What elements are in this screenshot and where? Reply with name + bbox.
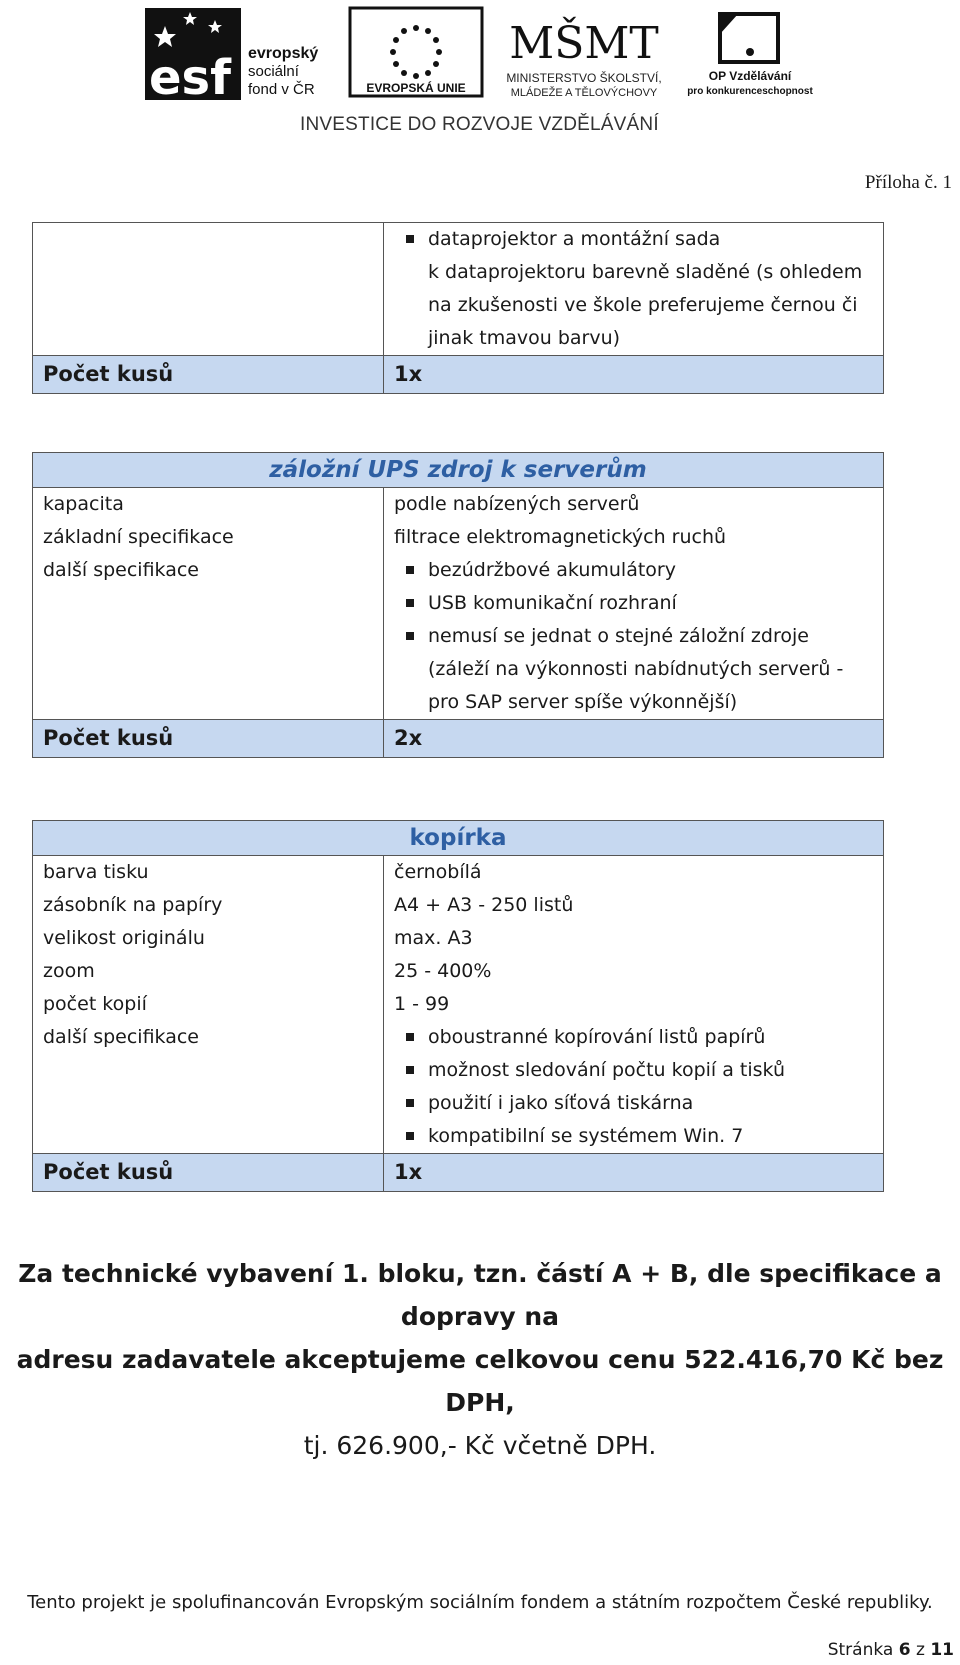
footer-note: Tento projekt je spolufinancován Evropským sociálním fondem a státním rozpočtem České republiky. — [27, 1592, 933, 1613]
list-item: bezúdržbové akumulátory — [404, 554, 873, 587]
svg-text:MINISTERSTVO ŠKOLSTVÍ,: MINISTERSTVO ŠKOLSTVÍ, — [506, 71, 662, 85]
table-row: zoom 25 - 400% — [33, 955, 884, 988]
op-logo — [680, 6, 820, 106]
table-row: barva tisku černobílá — [33, 856, 884, 890]
esf-logo-graphic — [145, 6, 330, 106]
op-logo-graphic — [680, 6, 820, 106]
svg-text:OP Vzdělávání: OP Vzdělávání — [708, 69, 792, 83]
count-value: 1x — [384, 1154, 884, 1192]
page-number: Stránka 6 z 11 — [827, 1640, 954, 1660]
copier-table — [32, 820, 884, 1192]
eu-logo — [348, 6, 488, 106]
table-row: kapacita podle nabízených serverů — [33, 488, 884, 522]
svg-text:evropský: evropský — [248, 45, 319, 62]
table-title: záložní UPS zdroj k serverům — [33, 453, 884, 488]
list-item: nemusí se jednat o stejné záložní zdroje — [404, 620, 873, 653]
svg-text:EVROPSKÁ UNIE: EVROPSKÁ UNIE — [366, 81, 466, 95]
bullet-list — [394, 223, 873, 256]
dataprojector-table — [32, 222, 884, 394]
summary-line: adresu zadavatele akceptujeme celkovou cenu 522.416,70 Kč bez DPH, — [16, 1345, 944, 1417]
table-row: další specifikace bezúdržbové akumulátory USB komunikační rozhraní nemusí se jednat o stejné záložní zdroje (záleží na výkonnosti nabídnutých serverů - pro SAP server spíše výkonnější) — [33, 554, 884, 720]
price-summary — [0, 1252, 960, 1467]
table-title: kopírka — [33, 821, 884, 856]
msmt-logo — [502, 6, 667, 106]
count-label: Počet kusů — [33, 720, 384, 758]
list-item: USB komunikační rozhraní — [404, 587, 873, 620]
count-row — [33, 1154, 884, 1192]
count-label: Počet kusů — [33, 1154, 384, 1192]
list-item: možnost sledování počtu kopií a tisků — [404, 1054, 873, 1087]
svg-text:sociální: sociální — [248, 63, 299, 80]
table-row: základní specifikace filtrace elektromagnetických ruchů — [33, 521, 884, 554]
table-row: počet kopií 1 - 99 — [33, 988, 884, 1021]
list-item: kompatibilní se systémem Win. 7 — [404, 1120, 873, 1153]
table-row: zásobník na papíry A4 + A3 - 250 listů — [33, 889, 884, 922]
count-row — [33, 720, 884, 758]
ups-table — [32, 452, 884, 758]
count-label: Počet kusů — [33, 356, 384, 394]
bullets-row — [33, 223, 884, 356]
attachment-label: Příloha č. 1 — [864, 172, 952, 193]
summary-line: Za technické vybavení 1. bloku, tzn. částí A + B, dle specifikace a dopravy na — [18, 1259, 942, 1331]
esf-logo — [145, 6, 330, 106]
investice-tagline: INVESTICE DO ROZVOJE VZDĚLÁVÁNÍ — [300, 114, 659, 135]
table-header — [33, 821, 884, 856]
header-logos — [140, 4, 820, 139]
eu-flag-icon — [348, 6, 488, 106]
bullet-continuation: (záleží na výkonnosti nabídnutých serverů - pro SAP server spíše výkonnější) — [428, 658, 844, 713]
bullet-list — [394, 554, 873, 653]
count-value: 2x — [384, 720, 884, 758]
page-current: 6 — [898, 1640, 911, 1660]
list-item: dataprojektor a montážní sada — [404, 223, 873, 256]
page-total: 11 — [930, 1640, 954, 1660]
table-row: další specifikace oboustranné kopírování listů papírů možnost sledování počtu kopií a tisků použití i jako síťová tiskárna kompatibilní se systémem Win. 7 — [33, 1021, 884, 1154]
esf-mark: esf — [149, 50, 232, 106]
svg-text:MLÁDEŽE A TĚLOVÝCHOVY: MLÁDEŽE A TĚLOVÝCHOVY — [510, 87, 658, 99]
svg-text:MŠMT: MŠMT — [509, 18, 659, 69]
list-item: oboustranné kopírování listů papírů — [404, 1021, 873, 1054]
svg-text:pro konkurenceschopnost: pro konkurenceschopnost — [687, 86, 813, 97]
bullet-list — [394, 1021, 873, 1153]
count-value: 1x — [384, 356, 884, 394]
summary-line: tj. 626.900,- Kč včetně DPH. — [303, 1431, 657, 1460]
list-item: použití i jako síťová tiskárna — [404, 1087, 873, 1120]
table-header — [33, 453, 884, 488]
table-row: velikost originálu max. A3 — [33, 922, 884, 955]
bullet-continuation: k dataprojektoru barevně sladěné (s ohledem na zkušenosti ve škole preferujeme černou či jinak tmavou barvu) — [428, 261, 863, 349]
msmt-logo-graphic — [502, 6, 667, 106]
count-row — [33, 356, 884, 394]
svg-text:fond v ČR: fond v ČR — [248, 81, 315, 98]
